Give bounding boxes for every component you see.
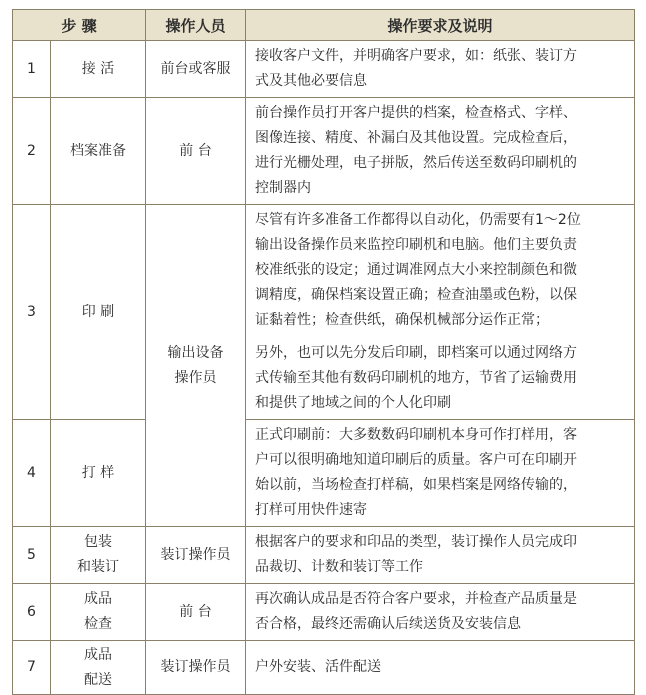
header-step: 步 骤 <box>13 10 146 41</box>
table-row <box>13 641 635 695</box>
step-number: 2 <box>13 98 51 205</box>
table-row <box>13 205 635 420</box>
step-number: 7 <box>13 641 51 695</box>
process-table <box>12 9 635 695</box>
step-name: 档案准备 <box>51 98 146 205</box>
header-operator: 操作人员 <box>146 10 246 41</box>
description: 户外安装、活件配送 <box>246 641 635 695</box>
table-row <box>13 527 635 584</box>
step-name: 印 刷 <box>51 205 146 420</box>
step-name: 成品 检查 <box>51 584 146 641</box>
step-number: 5 <box>13 527 51 584</box>
step-name: 包装 和装订 <box>51 527 146 584</box>
operator: 输出设备 操作员 <box>146 205 246 527</box>
table-row <box>13 420 635 527</box>
table-row <box>13 41 635 98</box>
description: 尽管有许多准备工作都得以自动化，仍需要有1～2位 输出设备操作员来监控印刷机和电脑。他们主要负责 校准纸张的设定；通过调准网点大小来控制颜色和微 调精度，确保档案设置正确；检查油墨或色粉，以保 证黏着性；检查供纸，确保机械部分运作正常； 另外，也可以先分发后印刷，即档案可以通过网络方 式传输至其他有数码印刷机的地方，节省了运输费用 和提供了地域之间的个人化印刷 <box>246 205 635 420</box>
operator: 前 台 <box>146 98 246 205</box>
step-name: 成品 配送 <box>51 641 146 695</box>
step-number: 3 <box>13 205 51 420</box>
table-row <box>13 584 635 641</box>
operator: 装订操作员 <box>146 641 246 695</box>
description: 根据客户的要求和印品的类型，装订操作人员完成印 品裁切、计数和装订等工作 <box>246 527 635 584</box>
step-number: 1 <box>13 41 51 98</box>
step-number: 6 <box>13 584 51 641</box>
step-number: 4 <box>13 420 51 527</box>
table-row <box>13 98 635 205</box>
description: 正式印刷前：大多数数码印刷机本身可作打样用，客 户可以很明确地知道印刷后的质量。客户可在印刷开 始以前，当场检查打样稿，如果档案是网络传输的， 打样可用快件速寄 <box>246 420 635 527</box>
description: 再次确认成品是否符合客户要求，并检查产品质量是 否合格，最终还需确认后续送货及安装信息 <box>246 584 635 641</box>
description: 接收客户文件，并明确客户要求，如：纸张、装订方 式及其他必要信息 <box>246 41 635 98</box>
step-name: 接 活 <box>51 41 146 98</box>
step-name: 打 样 <box>51 420 146 527</box>
operator: 前台或客服 <box>146 41 246 98</box>
header-row <box>13 10 635 41</box>
operator: 装订操作员 <box>146 527 246 584</box>
header-description: 操作要求及说明 <box>246 10 635 41</box>
operator: 前 台 <box>146 584 246 641</box>
description: 前台操作员打开客户提供的档案，检查格式、字样、 图像连接、精度、补漏白及其他设置。完成检查后， 进行光栅处理，电子拼版，然后传送至数码印刷机的 控制器内 <box>246 98 635 205</box>
